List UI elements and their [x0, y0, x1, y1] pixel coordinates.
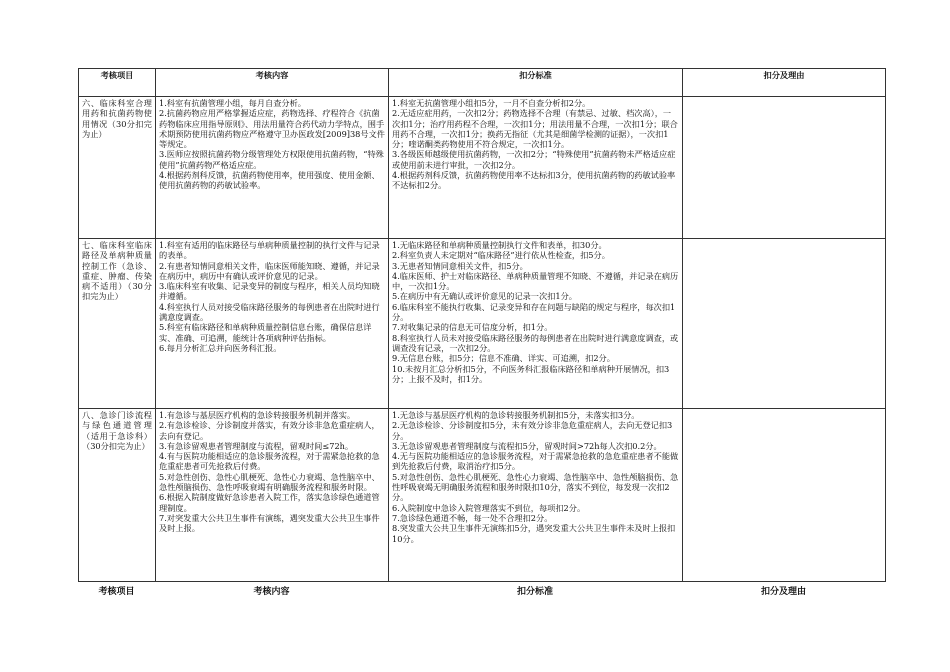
standard-item: 3.无患者知情同意相关文件，扣5分。 — [392, 260, 528, 271]
section-content — [156, 239, 389, 409]
content-item: 6.每月分析汇总并向医务科汇报。 — [159, 342, 282, 353]
header-row — [79, 69, 886, 97]
standard-item: 4.根据药剂科反馈，抗菌药物使用率不达标扣3分，使用抗菌药物的药敏试验率不达标扣2分。 — [392, 170, 676, 191]
standard-item: 1.无急诊与基层医疗机构的急诊转接服务机制扣5分，未落实扣3分。 — [392, 410, 640, 420]
standard-item: 4.临床医师、护士对临床路径、单病种质量管理不知晓、不遵循，并记录在病历中，一次扣1分。 — [392, 270, 679, 292]
footer-standard: 扣分标准 — [516, 587, 553, 597]
content-item: 4.根据药剂科反馈，抗菌药物使用率，使用强度、使用金额、使用抗菌药物的药敏试验率。 — [159, 170, 380, 191]
content-item: 3.临床科室有收集、记录变异的制度与程序，相关人员均知晓并遵循。 — [159, 281, 380, 302]
content-item: 5.科室有临床路径和单病种质量控制信息台账，确保信息详实、准确、可追溯，能统计各项病种评估指标。 — [159, 322, 372, 343]
section-category: 七、临床科室临床路径及单病种质量控制工作（急诊、重症、肿瘤、传染病不适用）（30分扣完为止） — [79, 239, 156, 409]
section-reason-cell[interactable] — [683, 409, 886, 582]
section-reason-cell[interactable] — [683, 239, 886, 409]
content-item: 1.科室有抗菌管理小组，每月自查分析。 — [159, 98, 306, 108]
content-item: 4.有与医院功能相适应的急诊服务流程，对于需紧急抢救的急危重症患者可先抢救后付费。 — [159, 451, 380, 472]
content-item: 3.医师应按照抗菌药物分级管理处方权限使用抗菌药物，“特殊使用”抗菌药物严格适应症。 — [159, 149, 384, 170]
footer-header — [78, 584, 885, 600]
section-row — [79, 97, 886, 239]
standard-item: 8.科室执行人员未对接受临床路径服务的每例患者在出院时进行满意度调查，或调查没有记录，一次扣2分。 — [392, 332, 679, 353]
content-item: 1.科室有适用的临床路径与单病种质量控制的执行文件与记录的表单。 — [159, 240, 380, 261]
content-item: 4.科室执行人员对接受临床路径服务的每例患者在出院时进行满意度调查。 — [159, 301, 380, 323]
footer-item: 考核项目 — [98, 587, 135, 597]
standard-item: 8.突发重大公共卫生事件无演练扣5分，遇突发重大公共卫生事件未及时上报扣10分。 — [392, 523, 676, 544]
header-reason: 扣分及理由 — [683, 69, 886, 97]
standard-item: 2.无急诊检诊、分诊制度扣5分，未有效分诊非急危重症病人，去向无登记扣3分。 — [392, 420, 673, 441]
header-content: 考核内容 — [156, 69, 389, 97]
content-item: 1.有急诊与基层医疗机构的急诊转接服务机制并落实。 — [159, 410, 356, 420]
standard-item: 3.各级医师越级使用抗菌药物，一次扣2分；“特殊使用”抗菌药物未严格适应症或使用前未进行审批，一次扣2分。 — [392, 149, 676, 170]
section-reason-cell[interactable] — [683, 97, 886, 239]
footer-content: 考核内容 — [253, 587, 290, 597]
header-item: 考核项目 — [79, 69, 156, 97]
section-category: 八、急诊门诊流程与绿色通道管理（适用于急诊科）（30分扣完为止） — [79, 409, 156, 582]
section-content — [156, 97, 389, 239]
content-item: 2.抗菌药物应用严格掌握适应症，药物选择、疗程符合《抗菌药物临床应用指导原则》、用法用量符合药代动力学特点，围手术期预防使用抗菌药物应严格遵守卫办医政发[2009]38号文件等规定。 — [159, 108, 385, 150]
section-category: 六、临床科室合理用药和抗菌药物使用情况（30分扣完为止） — [79, 97, 156, 239]
standard-item: 10.未按月汇总分析扣5分，不向医务科汇报临床路径和单病种开展情况，扣3分；上报不及时，扣1分。 — [392, 363, 670, 384]
standard-item: 7.对收集记录的信息无可信度分析，扣1分。 — [392, 322, 553, 333]
standard-item: 6.入院制度中急诊入院管理落实不到位，每项扣2分。 — [392, 502, 586, 513]
standard-item: 5.对急性创伤、急性心肌梗死、急性心力衰竭、急性脑卒中、急性颅脑损伤、急性呼吸衰竭无明确服务流程和服务时限扣10分，落实不到位，每发现一次扣2分。 — [392, 471, 679, 503]
content-item: 5.对急性创伤、急性心肌梗死、急性心力衰竭、急性脑卒中、急性颅脑损伤、急性呼吸衰竭有明确服务流程和服务时限。 — [159, 471, 380, 493]
standard-item: 7.急诊绿色通道不畅，每一处不合理扣2分。 — [392, 512, 553, 523]
standard-item: 6.临床科室不能执行收集、记录变异和存在问题与缺陷的规定与程序，每次扣1分。 — [392, 301, 676, 323]
standard-item: 3.无急诊留观患者管理制度与流程扣5分，留观时间>72h每人次扣0.2分。 — [392, 440, 662, 451]
content-item: 7.对突发重大公共卫生事件有演练，遇突发重大公共卫生事件及时上报。 — [159, 512, 380, 534]
section-row — [79, 409, 886, 582]
content-item: 2.有患者知情同意相关文件，临床医师能知晓、遵循，并记录在病历中，病历中有确认或评价意见的记录。 — [159, 260, 380, 281]
standard-item: 1.无临床路径和单病种质量控制执行文件和表单，扣30分。 — [392, 240, 607, 250]
content-item: 3.有急诊留观患者管理制度与流程，留观时间≤72h。 — [159, 440, 354, 451]
header-standard: 扣分标准 — [389, 69, 683, 97]
content-item: 2.有急诊检诊、分诊制度并落实，有效分诊非急危重症病人，去向有登记。 — [159, 420, 380, 441]
standard-item: 1.科室无抗菌管理小组扣5分，一月不自查分析扣2分。 — [392, 98, 591, 108]
section-standard — [389, 97, 683, 239]
standard-item: 2.科室负责人未定期对“临床路径”进行依从性检查，扣5分。 — [392, 250, 610, 261]
section-row — [79, 239, 886, 409]
standard-item: 2.无适应症用药，一次扣2分；药物选择不合理（有禁忌、过敏、档次高），一次扣1分；治疗用药程不合理，一次扣1分；用法用量不合理，一次扣1分；联合用药不合理，一次扣1分；换药无指征（尤其是细菌学检测的证据），一次扣1分；喹诺酮类药物使用不符合规定，一次扣1分。 — [392, 108, 678, 150]
section-standard — [389, 239, 683, 409]
standard-item: 9.无信息台账，扣5分；信息不准确、详实、可追溯，扣2分。 — [392, 353, 615, 364]
section-content — [156, 409, 389, 582]
footer-reason: 扣分及理由 — [760, 587, 806, 597]
content-item: 6.根据入院制度做好急诊患者入院工作，落实急诊绿色通道管理制度。 — [159, 492, 380, 513]
standard-item: 4.无与医院功能相适应的急诊服务流程，对于需紧急抢救的急危重症患者不能做到先抢救后付费，取消治疗扣5分。 — [392, 451, 679, 472]
section-standard — [389, 409, 683, 582]
assessment-table — [78, 68, 886, 582]
standard-item: 5.在病历中有无确认或评价意见的记录一次扣1分。 — [392, 291, 577, 302]
